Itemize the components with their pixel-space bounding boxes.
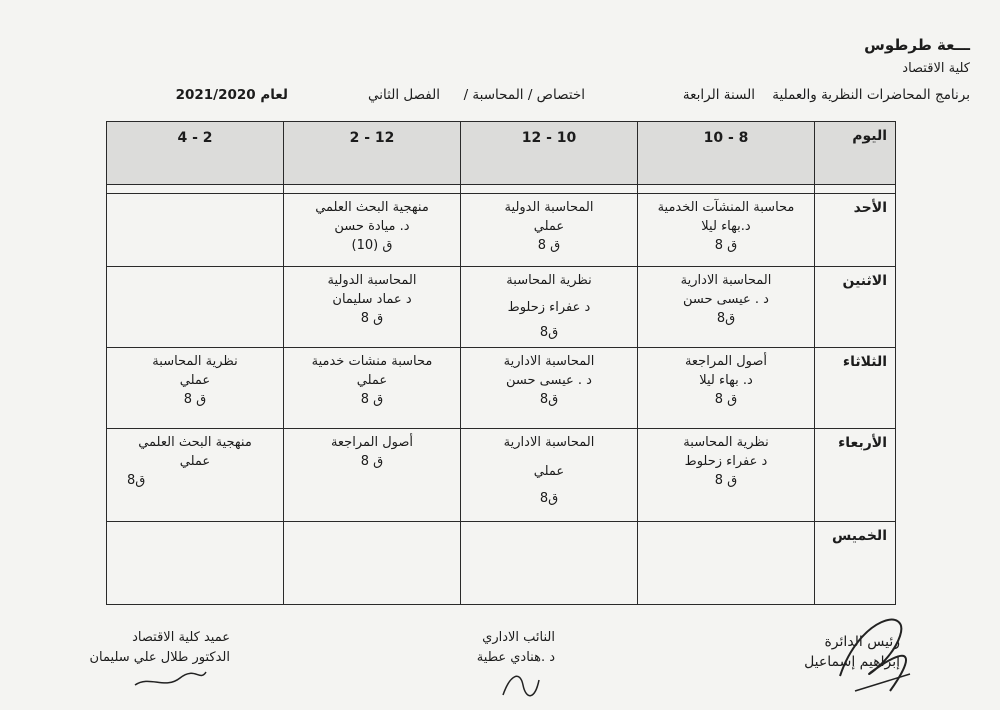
schedule-cell xyxy=(107,429,284,522)
course-name: محاسبة منشات خدمية xyxy=(311,354,433,369)
day-label: الثلاثاء xyxy=(815,348,896,429)
slot-label: 4 - 2 xyxy=(177,130,213,146)
course-name: منهجية البحث العلمي xyxy=(138,435,252,450)
lecturer: د.بهاء ليلا xyxy=(701,219,751,234)
schedule-cell-empty xyxy=(638,522,815,605)
schedule-cell-empty xyxy=(107,522,284,605)
lecturer: د. بهاء ليلا xyxy=(699,373,753,388)
faculty-name: كلية الاقتصاد xyxy=(902,61,970,76)
course-name: المحاسبة الدولية xyxy=(504,200,594,215)
semester: الفصل الثاني xyxy=(368,87,440,103)
header-separator xyxy=(107,185,896,194)
room: ق 8 xyxy=(183,392,207,407)
schedule-cell xyxy=(284,267,461,348)
day-header: اليوم xyxy=(815,122,896,185)
day-label: الاثنين xyxy=(815,267,896,348)
room: ق 8 xyxy=(714,238,738,253)
head-name: إبراهيم إسماعيل xyxy=(804,654,900,670)
schedule-cell xyxy=(461,429,638,522)
slot-label: 12 - 10 xyxy=(521,130,577,146)
room: ق 8 xyxy=(360,454,384,469)
session-type: عملي xyxy=(356,373,388,388)
dean-title: عميد كلية الاقتصاد xyxy=(132,630,230,645)
slot-header xyxy=(107,122,284,185)
room: ق 8 xyxy=(714,392,738,407)
slot-header xyxy=(638,122,815,185)
vice-name: د .هنادي عطية xyxy=(476,650,555,665)
university-name: ـــعة طرطوس xyxy=(864,36,970,54)
schedule-cell xyxy=(461,267,638,348)
program-title: برنامج المحاضرات النظرية والعملية xyxy=(772,87,970,103)
room: ق8 xyxy=(127,473,146,488)
handwritten-signature-icon xyxy=(820,596,930,706)
lecturer: د. ميادة حسن xyxy=(334,219,410,234)
lecturer: د . عيسى حسن xyxy=(506,373,592,388)
room: ق8 xyxy=(539,491,559,506)
lecturer: د . عيسى حسن xyxy=(683,292,769,307)
schedule-cell xyxy=(638,348,815,429)
head-title: رئيس الدائرة xyxy=(824,634,900,650)
course-name: منهجية البحث العلمي xyxy=(315,200,429,215)
schedule-table xyxy=(106,121,896,605)
table-row xyxy=(107,194,896,267)
schedule-cell xyxy=(284,348,461,429)
slot-header xyxy=(284,122,461,185)
course-name: المحاسبة الادارية xyxy=(503,354,595,369)
lecturer: د عفراء زحلوط xyxy=(684,454,768,469)
lecturer: د عماد سليمان xyxy=(332,292,412,307)
slot-label: 2 - 12 xyxy=(349,130,395,146)
academic-year: لعام 2021/2020 xyxy=(175,87,288,103)
schedule-cell-empty xyxy=(107,194,284,267)
table-row xyxy=(107,522,896,605)
room: ق 8 xyxy=(714,473,738,488)
slot-header xyxy=(461,122,638,185)
course-name: نظرية المحاسبة xyxy=(683,435,769,450)
schedule-cell xyxy=(107,348,284,429)
year-level: السنة الرابعة xyxy=(682,87,755,103)
table-header-row xyxy=(107,122,896,185)
dean-name: الدكتور طلال علي سليمان xyxy=(89,650,230,665)
session-type: عملي xyxy=(533,464,565,479)
table-row xyxy=(107,348,896,429)
schedule-cell xyxy=(638,429,815,522)
schedule-cell xyxy=(461,194,638,267)
session-type: عملي xyxy=(179,454,211,469)
room: ق 8 xyxy=(537,238,561,253)
table-row xyxy=(107,267,896,348)
room: ق8 xyxy=(716,311,736,326)
vice-signature-block xyxy=(477,628,555,668)
course-name: المحاسبة الدولية xyxy=(327,273,417,288)
schedule-cell xyxy=(638,267,815,348)
schedule-cell xyxy=(461,348,638,429)
handwritten-initial-icon xyxy=(495,665,545,705)
schedule-cell-empty xyxy=(284,522,461,605)
schedule-cell-empty xyxy=(107,267,284,348)
course-name: أصول المراجعة xyxy=(684,354,768,369)
handwritten-signature-dean-icon xyxy=(130,660,210,700)
schedule-cell xyxy=(638,194,815,267)
schedule-cell xyxy=(284,194,461,267)
course-name: نظرية المحاسبة xyxy=(152,354,238,369)
course-name: أصول المراجعة xyxy=(330,435,414,450)
table-row xyxy=(107,429,896,522)
room: ق 8 xyxy=(360,311,384,326)
slot-label: 10 - 8 xyxy=(703,130,749,146)
room: ق 8 xyxy=(360,392,384,407)
course-name: المحاسبة الادارية xyxy=(680,273,772,288)
specialization: اختصاص / المحاسبة / xyxy=(463,87,585,103)
schedule-cell xyxy=(284,429,461,522)
room: ق8 xyxy=(539,392,559,407)
vice-title: النائب الاداري xyxy=(482,630,555,645)
course-name: نظرية المحاسبة xyxy=(506,273,592,288)
schedule-cell-empty xyxy=(461,522,638,605)
day-label: الأحد xyxy=(815,194,896,267)
day-label: الأربعاء xyxy=(815,429,896,522)
lecturer: د عفراء زحلوط xyxy=(507,300,591,315)
day-label: الخميس xyxy=(815,522,896,605)
course-name: المحاسبة الادارية xyxy=(503,435,595,450)
room: ق8 xyxy=(539,325,559,340)
room: ق (10) xyxy=(351,238,393,253)
session-type: عملي xyxy=(179,373,211,388)
course-name: محاسبة المنشآت الخدمية xyxy=(657,200,795,215)
session-type: عملي xyxy=(533,219,565,234)
